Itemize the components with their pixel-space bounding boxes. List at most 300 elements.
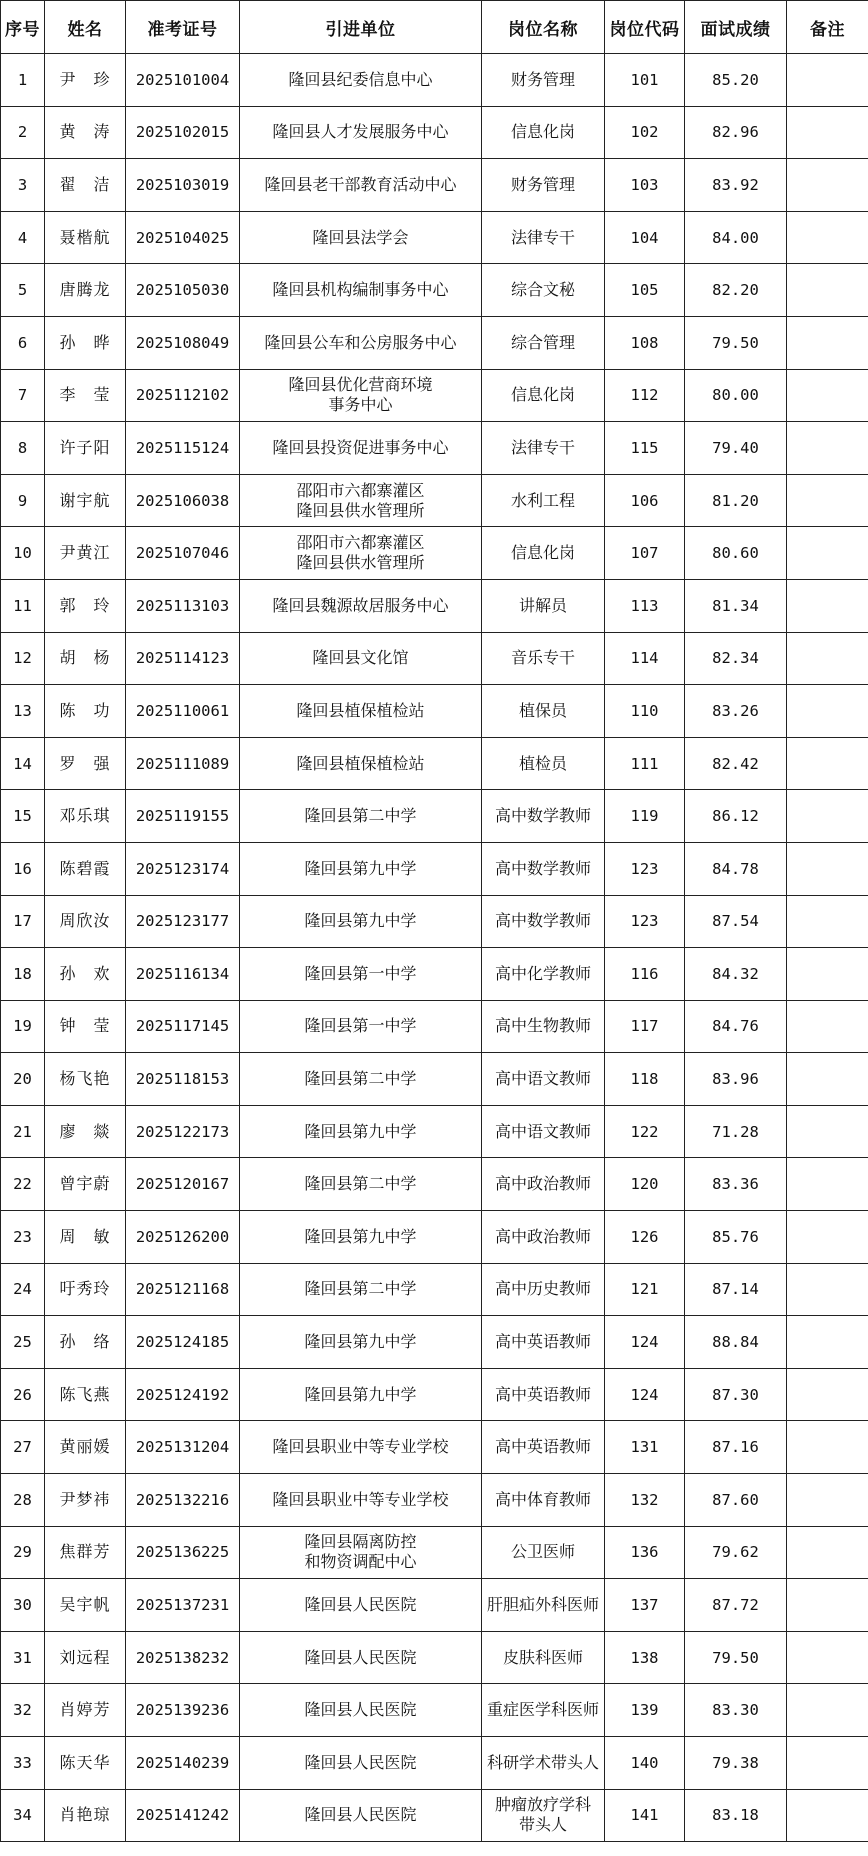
- cell-unit: 隆回县人才发展服务中心: [240, 106, 482, 159]
- cell-score: 79.50: [685, 316, 787, 369]
- cell-seq: 34: [1, 1789, 45, 1842]
- cell-ticket: 2025126200: [126, 1211, 240, 1264]
- cell-name: 陈 功: [45, 685, 126, 738]
- cell-post: 高中英语教师: [482, 1421, 605, 1474]
- header-name: 姓名: [45, 1, 126, 54]
- cell-note: [787, 1421, 868, 1474]
- table-row: [1, 474, 868, 527]
- table-row: [1, 1737, 868, 1790]
- cell-seq: 17: [1, 895, 45, 948]
- cell-ticket: 2025122173: [126, 1105, 240, 1158]
- cell-score: 83.18: [685, 1789, 787, 1842]
- table-row: [1, 1789, 868, 1842]
- cell-score: 82.20: [685, 264, 787, 317]
- cell-score: 80.00: [685, 369, 787, 422]
- cell-seq: 26: [1, 1368, 45, 1421]
- cell-code: 136: [605, 1526, 685, 1579]
- cell-score: 71.28: [685, 1105, 787, 1158]
- cell-unit: 隆回县人民医院: [240, 1737, 482, 1790]
- cell-note: [787, 527, 868, 580]
- cell-score: 84.76: [685, 1000, 787, 1053]
- cell-name: 胡 杨: [45, 632, 126, 685]
- table-row: [1, 1105, 868, 1158]
- table-row: [1, 106, 868, 159]
- cell-code: 110: [605, 685, 685, 738]
- cell-name: 孙 晔: [45, 316, 126, 369]
- cell-name: 陈飞燕: [45, 1368, 126, 1421]
- table-row: [1, 369, 868, 422]
- cell-unit: 隆回县第二中学: [240, 1158, 482, 1211]
- cell-note: [787, 211, 868, 264]
- cell-unit: 隆回县文化馆: [240, 632, 482, 685]
- cell-name: 刘远程: [45, 1631, 126, 1684]
- cell-code: 123: [605, 842, 685, 895]
- cell-code: 124: [605, 1316, 685, 1369]
- cell-post: 植检员: [482, 737, 605, 790]
- cell-ticket: 2025141242: [126, 1789, 240, 1842]
- table-row: [1, 895, 868, 948]
- table-row: [1, 422, 868, 475]
- cell-unit: 隆回县人民医院: [240, 1684, 482, 1737]
- cell-note: [787, 369, 868, 422]
- header-post: 岗位名称: [482, 1, 605, 54]
- cell-post: 高中数学教师: [482, 790, 605, 843]
- cell-code: 126: [605, 1211, 685, 1264]
- cell-seq: 2: [1, 106, 45, 159]
- cell-ticket: 2025105030: [126, 264, 240, 317]
- cell-code: 115: [605, 422, 685, 475]
- cell-code: 124: [605, 1368, 685, 1421]
- cell-name: 李 莹: [45, 369, 126, 422]
- cell-note: [787, 790, 868, 843]
- cell-note: [787, 737, 868, 790]
- cell-unit: 隆回县投资促进事务中心: [240, 422, 482, 475]
- cell-ticket: 2025103019: [126, 159, 240, 212]
- cell-seq: 5: [1, 264, 45, 317]
- cell-unit: 隆回县第二中学: [240, 1053, 482, 1106]
- cell-note: [787, 1000, 868, 1053]
- cell-post: 水利工程: [482, 474, 605, 527]
- cell-ticket: 2025111089: [126, 737, 240, 790]
- cell-seq: 14: [1, 737, 45, 790]
- table-row: [1, 1474, 868, 1527]
- table-row: [1, 316, 868, 369]
- cell-post: 高中英语教师: [482, 1368, 605, 1421]
- cell-ticket: 2025107046: [126, 527, 240, 580]
- table-row: [1, 1631, 868, 1684]
- cell-ticket: 2025115124: [126, 422, 240, 475]
- cell-code: 113: [605, 579, 685, 632]
- cell-ticket: 2025138232: [126, 1631, 240, 1684]
- cell-code: 105: [605, 264, 685, 317]
- cell-score: 83.26: [685, 685, 787, 738]
- header-unit: 引进单位: [240, 1, 482, 54]
- cell-seq: 23: [1, 1211, 45, 1264]
- cell-seq: 19: [1, 1000, 45, 1053]
- cell-unit: 隆回县人民医院: [240, 1579, 482, 1632]
- table-row: [1, 1263, 868, 1316]
- cell-ticket: 2025102015: [126, 106, 240, 159]
- cell-post: 肝胆疝外科医师: [482, 1579, 605, 1632]
- cell-score: 87.30: [685, 1368, 787, 1421]
- cell-name: 聂楷航: [45, 211, 126, 264]
- cell-name: 吴宇帆: [45, 1579, 126, 1632]
- cell-code: 139: [605, 1684, 685, 1737]
- cell-post: 信息化岗: [482, 527, 605, 580]
- cell-ticket: 2025124192: [126, 1368, 240, 1421]
- cell-code: 138: [605, 1631, 685, 1684]
- cell-note: [787, 1474, 868, 1527]
- cell-seq: 1: [1, 54, 45, 107]
- cell-post: 法律专干: [482, 211, 605, 264]
- cell-note: [787, 895, 868, 948]
- table-row: [1, 1579, 868, 1632]
- cell-score: 85.76: [685, 1211, 787, 1264]
- cell-note: [787, 1579, 868, 1632]
- cell-unit: 隆回县职业中等专业学校: [240, 1421, 482, 1474]
- cell-seq: 24: [1, 1263, 45, 1316]
- cell-seq: 32: [1, 1684, 45, 1737]
- cell-name: 尹梦祎: [45, 1474, 126, 1527]
- cell-code: 120: [605, 1158, 685, 1211]
- table-row: [1, 948, 868, 1001]
- cell-unit: 隆回县法学会: [240, 211, 482, 264]
- cell-seq: 13: [1, 685, 45, 738]
- cell-name: 罗 强: [45, 737, 126, 790]
- cell-ticket: 2025108049: [126, 316, 240, 369]
- cell-score: 83.96: [685, 1053, 787, 1106]
- cell-score: 79.40: [685, 422, 787, 475]
- cell-post: 财务管理: [482, 54, 605, 107]
- cell-note: [787, 842, 868, 895]
- cell-note: [787, 685, 868, 738]
- cell-post: 信息化岗: [482, 369, 605, 422]
- cell-seq: 9: [1, 474, 45, 527]
- cell-score: 82.34: [685, 632, 787, 685]
- cell-ticket: 2025120167: [126, 1158, 240, 1211]
- cell-name: 郭 玲: [45, 579, 126, 632]
- cell-unit: 隆回县植保植检站: [240, 685, 482, 738]
- cell-note: [787, 1684, 868, 1737]
- cell-seq: 15: [1, 790, 45, 843]
- cell-unit: 邵阳市六都寨灌区 隆回县供水管理所: [240, 527, 482, 580]
- cell-name: 钟 莹: [45, 1000, 126, 1053]
- cell-name: 陈天华: [45, 1737, 126, 1790]
- cell-code: 121: [605, 1263, 685, 1316]
- cell-note: [787, 1158, 868, 1211]
- cell-unit: 隆回县老干部教育活动中心: [240, 159, 482, 212]
- cell-ticket: 2025116134: [126, 948, 240, 1001]
- cell-unit: 隆回县纪委信息中心: [240, 54, 482, 107]
- cell-score: 87.54: [685, 895, 787, 948]
- cell-seq: 21: [1, 1105, 45, 1158]
- cell-score: 84.00: [685, 211, 787, 264]
- cell-name: 尹黄江: [45, 527, 126, 580]
- cell-note: [787, 579, 868, 632]
- cell-post: 高中政治教师: [482, 1158, 605, 1211]
- table-row: [1, 1526, 868, 1579]
- cell-post: 音乐专干: [482, 632, 605, 685]
- cell-note: [787, 1631, 868, 1684]
- table-row: [1, 1211, 868, 1264]
- cell-post: 植保员: [482, 685, 605, 738]
- cell-post: 高中历史教师: [482, 1263, 605, 1316]
- cell-code: 107: [605, 527, 685, 580]
- cell-post: 重症医学科医师: [482, 1684, 605, 1737]
- cell-score: 79.50: [685, 1631, 787, 1684]
- cell-unit: 隆回县第九中学: [240, 1316, 482, 1369]
- cell-score: 79.62: [685, 1526, 787, 1579]
- cell-name: 唐腾龙: [45, 264, 126, 317]
- cell-score: 87.72: [685, 1579, 787, 1632]
- table-row: [1, 527, 868, 580]
- cell-name: 许子阳: [45, 422, 126, 475]
- cell-seq: 22: [1, 1158, 45, 1211]
- cell-note: [787, 1211, 868, 1264]
- cell-post: 财务管理: [482, 159, 605, 212]
- cell-name: 吁秀玲: [45, 1263, 126, 1316]
- cell-ticket: 2025106038: [126, 474, 240, 527]
- cell-name: 黄丽媛: [45, 1421, 126, 1474]
- table-row: [1, 685, 868, 738]
- header-note: 备注: [787, 1, 868, 54]
- cell-name: 陈碧霞: [45, 842, 126, 895]
- cell-note: [787, 948, 868, 1001]
- cell-note: [787, 1316, 868, 1369]
- table-body: [1, 54, 868, 1842]
- cell-note: [787, 422, 868, 475]
- cell-unit: 隆回县隔离防控 和物资调配中心: [240, 1526, 482, 1579]
- cell-unit: 隆回县第九中学: [240, 1368, 482, 1421]
- cell-unit: 隆回县第九中学: [240, 1105, 482, 1158]
- cell-score: 87.16: [685, 1421, 787, 1474]
- cell-seq: 3: [1, 159, 45, 212]
- table-row: [1, 632, 868, 685]
- cell-score: 81.20: [685, 474, 787, 527]
- cell-code: 119: [605, 790, 685, 843]
- cell-note: [787, 159, 868, 212]
- cell-note: [787, 264, 868, 317]
- cell-unit: 隆回县机构编制事务中心: [240, 264, 482, 317]
- cell-score: 79.38: [685, 1737, 787, 1790]
- cell-seq: 30: [1, 1579, 45, 1632]
- cell-ticket: 2025117145: [126, 1000, 240, 1053]
- table-row: [1, 264, 868, 317]
- cell-ticket: 2025131204: [126, 1421, 240, 1474]
- cell-seq: 18: [1, 948, 45, 1001]
- cell-seq: 25: [1, 1316, 45, 1369]
- cell-code: 140: [605, 1737, 685, 1790]
- header-ticket: 准考证号: [126, 1, 240, 54]
- table-row: [1, 211, 868, 264]
- cell-score: 84.32: [685, 948, 787, 1001]
- cell-post: 高中生物教师: [482, 1000, 605, 1053]
- cell-post: 皮肤科医师: [482, 1631, 605, 1684]
- cell-code: 108: [605, 316, 685, 369]
- cell-ticket: 2025112102: [126, 369, 240, 422]
- table-row: [1, 1053, 868, 1106]
- cell-ticket: 2025124185: [126, 1316, 240, 1369]
- cell-code: 111: [605, 737, 685, 790]
- cell-code: 132: [605, 1474, 685, 1527]
- table-row: [1, 790, 868, 843]
- cell-name: 尹 珍: [45, 54, 126, 107]
- cell-ticket: 2025114123: [126, 632, 240, 685]
- cell-unit: 隆回县魏源故居服务中心: [240, 579, 482, 632]
- cell-ticket: 2025136225: [126, 1526, 240, 1579]
- table-row: [1, 1368, 868, 1421]
- cell-post: 高中体育教师: [482, 1474, 605, 1527]
- cell-note: [787, 1263, 868, 1316]
- cell-name: 孙 络: [45, 1316, 126, 1369]
- cell-note: [787, 1737, 868, 1790]
- cell-code: 112: [605, 369, 685, 422]
- cell-post: 科研学术带头人: [482, 1737, 605, 1790]
- cell-score: 82.96: [685, 106, 787, 159]
- cell-name: 谢宇航: [45, 474, 126, 527]
- cell-ticket: 2025113103: [126, 579, 240, 632]
- cell-post: 肿瘤放疗学科 带头人: [482, 1789, 605, 1842]
- header-score: 面试成绩: [685, 1, 787, 54]
- cell-score: 86.12: [685, 790, 787, 843]
- cell-unit: 隆回县第九中学: [240, 842, 482, 895]
- cell-code: 122: [605, 1105, 685, 1158]
- cell-note: [787, 54, 868, 107]
- cell-score: 87.60: [685, 1474, 787, 1527]
- header-row: [1, 1, 868, 54]
- cell-code: 104: [605, 211, 685, 264]
- cell-code: 118: [605, 1053, 685, 1106]
- cell-post: 公卫医师: [482, 1526, 605, 1579]
- header-seq: 序号: [1, 1, 45, 54]
- cell-unit: 隆回县第一中学: [240, 948, 482, 1001]
- cell-unit: 隆回县公车和公房服务中心: [240, 316, 482, 369]
- cell-note: [787, 1789, 868, 1842]
- table-row: [1, 1158, 868, 1211]
- cell-name: 肖婷芳: [45, 1684, 126, 1737]
- cell-code: 106: [605, 474, 685, 527]
- cell-unit: 隆回县第二中学: [240, 790, 482, 843]
- table-row: [1, 579, 868, 632]
- cell-name: 曾宇蔚: [45, 1158, 126, 1211]
- cell-ticket: 2025110061: [126, 685, 240, 738]
- cell-post: 信息化岗: [482, 106, 605, 159]
- cell-seq: 8: [1, 422, 45, 475]
- header-code: 岗位代码: [605, 1, 685, 54]
- cell-ticket: 2025123174: [126, 842, 240, 895]
- cell-seq: 28: [1, 1474, 45, 1527]
- cell-code: 131: [605, 1421, 685, 1474]
- table-row: [1, 1316, 868, 1369]
- table-row: [1, 1684, 868, 1737]
- cell-unit: 隆回县第九中学: [240, 895, 482, 948]
- cell-name: 翟 洁: [45, 159, 126, 212]
- cell-note: [787, 316, 868, 369]
- cell-seq: 10: [1, 527, 45, 580]
- cell-code: 117: [605, 1000, 685, 1053]
- cell-name: 杨飞艳: [45, 1053, 126, 1106]
- cell-code: 103: [605, 159, 685, 212]
- cell-score: 80.60: [685, 527, 787, 580]
- cell-seq: 6: [1, 316, 45, 369]
- cell-post: 法律专干: [482, 422, 605, 475]
- cell-seq: 4: [1, 211, 45, 264]
- cell-ticket: 2025139236: [126, 1684, 240, 1737]
- cell-post: 高中政治教师: [482, 1211, 605, 1264]
- cell-seq: 20: [1, 1053, 45, 1106]
- cell-name: 周欣汝: [45, 895, 126, 948]
- cell-post: 高中语文教师: [482, 1053, 605, 1106]
- cell-score: 83.36: [685, 1158, 787, 1211]
- cell-note: [787, 106, 868, 159]
- table-row: [1, 1000, 868, 1053]
- cell-unit: 隆回县第一中学: [240, 1000, 482, 1053]
- cell-seq: 31: [1, 1631, 45, 1684]
- cell-score: 84.78: [685, 842, 787, 895]
- cell-seq: 33: [1, 1737, 45, 1790]
- cell-unit: 隆回县人民医院: [240, 1631, 482, 1684]
- cell-post: 高中化学教师: [482, 948, 605, 1001]
- cell-score: 81.34: [685, 579, 787, 632]
- cell-seq: 7: [1, 369, 45, 422]
- cell-name: 周 敏: [45, 1211, 126, 1264]
- cell-code: 137: [605, 1579, 685, 1632]
- cell-seq: 11: [1, 579, 45, 632]
- cell-note: [787, 1368, 868, 1421]
- cell-post: 综合管理: [482, 316, 605, 369]
- cell-unit: 隆回县职业中等专业学校: [240, 1474, 482, 1527]
- cell-unit: 邵阳市六都寨灌区 隆回县供水管理所: [240, 474, 482, 527]
- cell-note: [787, 632, 868, 685]
- cell-code: 101: [605, 54, 685, 107]
- cell-code: 114: [605, 632, 685, 685]
- cell-score: 83.30: [685, 1684, 787, 1737]
- cell-name: 廖 燚: [45, 1105, 126, 1158]
- cell-name: 邓乐琪: [45, 790, 126, 843]
- cell-post: 综合文秘: [482, 264, 605, 317]
- cell-score: 88.84: [685, 1316, 787, 1369]
- cell-seq: 12: [1, 632, 45, 685]
- cell-score: 82.42: [685, 737, 787, 790]
- cell-post: 高中语文教师: [482, 1105, 605, 1158]
- cell-note: [787, 474, 868, 527]
- table-row: [1, 1421, 868, 1474]
- cell-ticket: 2025104025: [126, 211, 240, 264]
- cell-note: [787, 1105, 868, 1158]
- table-row: [1, 159, 868, 212]
- table-row: [1, 737, 868, 790]
- cell-score: 87.14: [685, 1263, 787, 1316]
- cell-name: 黄 涛: [45, 106, 126, 159]
- cell-score: 83.92: [685, 159, 787, 212]
- cell-ticket: 2025119155: [126, 790, 240, 843]
- cell-unit: 隆回县优化营商环境 事务中心: [240, 369, 482, 422]
- cell-ticket: 2025123177: [126, 895, 240, 948]
- table-row: [1, 54, 868, 107]
- cell-code: 102: [605, 106, 685, 159]
- cell-seq: 16: [1, 842, 45, 895]
- cell-unit: 隆回县人民医院: [240, 1789, 482, 1842]
- cell-code: 116: [605, 948, 685, 1001]
- table-row: [1, 842, 868, 895]
- cell-post: 高中英语教师: [482, 1316, 605, 1369]
- cell-ticket: 2025121168: [126, 1263, 240, 1316]
- cell-ticket: 2025140239: [126, 1737, 240, 1790]
- cell-unit: 隆回县第二中学: [240, 1263, 482, 1316]
- cell-score: 85.20: [685, 54, 787, 107]
- cell-name: 焦群芳: [45, 1526, 126, 1579]
- cell-code: 141: [605, 1789, 685, 1842]
